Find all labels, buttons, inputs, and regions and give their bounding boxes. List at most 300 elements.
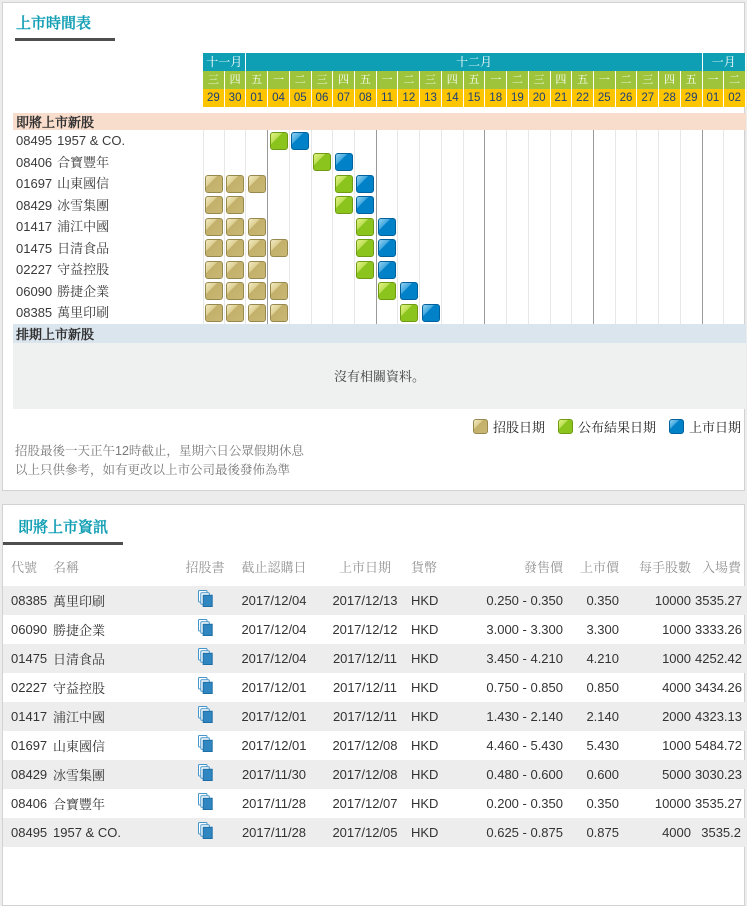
cell-currency: HKD: [411, 650, 439, 666]
cell-lot-size: 4000: [662, 679, 691, 695]
gantt-cell: [681, 281, 703, 303]
gantt-cell: [681, 152, 703, 174]
listing-date-block: [400, 282, 418, 300]
weekday-cell: 二: [507, 71, 529, 89]
cell-code: 01417: [11, 708, 48, 724]
section-scheduled-band: [13, 324, 746, 343]
subscription-date-block: [226, 239, 244, 257]
gantt-cell: [507, 195, 529, 217]
cell-currency: HKD: [411, 737, 439, 753]
gantt-cell: [464, 195, 486, 217]
gantt-cell: [551, 238, 573, 260]
gantt-cell: [420, 216, 442, 238]
gantt-cell: [203, 259, 225, 281]
weekday-cell: 五: [681, 71, 703, 89]
subscription-date-block: [248, 282, 266, 300]
gantt-row: [13, 216, 746, 238]
subscription-date-block: [226, 282, 244, 300]
weekday-cell: 二: [724, 71, 746, 89]
gantt-cell: [551, 302, 573, 324]
gantt-cell: [724, 173, 746, 195]
weekday-cell: 四: [333, 71, 355, 89]
cell-currency: HKD: [411, 708, 439, 724]
prospectus-icon[interactable]: [197, 677, 213, 695]
gantt-cell: [703, 195, 725, 217]
date-cell: 07: [333, 89, 355, 107]
gantt-cell: [442, 195, 464, 217]
subscription-date-block: [205, 175, 223, 193]
cell-name: 浦江中國: [53, 709, 106, 725]
gantt-rows: [13, 130, 746, 324]
gantt-cell: [312, 195, 334, 217]
gantt-cell: [616, 195, 638, 217]
month-header-row: [13, 53, 746, 71]
gantt-cell: [290, 173, 312, 195]
stock-name: 日清食品: [57, 240, 110, 256]
cell-entry-fee: 3030.23: [695, 766, 742, 782]
gantt-cell: [616, 130, 638, 152]
cell-name: 1957 & CO.: [53, 824, 121, 840]
prospectus-icon[interactable]: [197, 822, 213, 840]
gantt-cell: [333, 281, 355, 303]
gantt-cell: [464, 238, 486, 260]
gantt-cell: [333, 302, 355, 324]
gantt-cell: [420, 281, 442, 303]
cell-subscription-deadline: 2017/11/30: [241, 766, 307, 782]
cell-offer-price: 0.625 - 0.875: [486, 824, 563, 840]
stock-code: 01417: [16, 219, 53, 234]
gantt-cell: [572, 302, 594, 324]
date-header-row: [13, 89, 746, 107]
disclaimer-notes: [15, 442, 744, 480]
stock-label: [13, 259, 203, 281]
listing-swatch: [669, 419, 684, 434]
listing-date-block: [291, 132, 309, 150]
note-line-2: 以上只供參考，如有更改以上市公司最後發佈為準: [15, 462, 291, 477]
gantt-cell: [377, 238, 399, 260]
date-cell: 30: [225, 89, 247, 107]
date-cell: 18: [485, 89, 507, 107]
prospectus-icon[interactable]: [197, 706, 213, 724]
subscription-date-block: [270, 304, 288, 322]
cell-code: 08385: [11, 592, 48, 608]
cell-entry-fee: 4252.42: [695, 650, 742, 666]
gantt-cell: [681, 173, 703, 195]
gantt-row: [13, 259, 746, 281]
gantt-cell: [398, 152, 420, 174]
gantt-cell: [225, 259, 247, 281]
legend-label: 公布結果日期: [577, 419, 656, 435]
gantt-cell: [203, 130, 225, 152]
subscription-date-block: [205, 261, 223, 279]
gantt-cell: [616, 173, 638, 195]
gantt-cell: [398, 238, 420, 260]
date-cell: 05: [290, 89, 312, 107]
cell-lot-size: 2000: [662, 708, 691, 724]
gantt-cell: [268, 130, 290, 152]
gantt-cell: [398, 302, 420, 324]
gantt-cell: [464, 302, 486, 324]
gantt-cell: [333, 238, 355, 260]
gantt-cell: [333, 173, 355, 195]
weekday-cell: 四: [551, 71, 573, 89]
gantt-cell: [333, 152, 355, 174]
cell-name: 山東國信: [53, 738, 106, 754]
gantt-cell: [551, 130, 573, 152]
gantt-cell: [355, 238, 377, 260]
gantt-cell: [703, 152, 725, 174]
gantt-cell: [442, 173, 464, 195]
subscription-date-block: [226, 304, 244, 322]
gantt-row: [13, 281, 746, 303]
gantt-cell: [355, 152, 377, 174]
result-date-block: [313, 153, 331, 171]
prospectus-icon[interactable]: [197, 735, 213, 753]
gantt-cell: [312, 152, 334, 174]
cell-name: 勝捷企業: [53, 622, 106, 638]
gantt-cell: [594, 302, 616, 324]
gantt-cell: [246, 259, 268, 281]
gantt-cell: [681, 238, 703, 260]
gantt-cell: [659, 130, 681, 152]
gantt-cell: [485, 173, 507, 195]
table-row: [3, 731, 747, 760]
prospectus-icon[interactable]: [197, 590, 213, 608]
date-cell: 22: [572, 89, 594, 107]
stock-name: 勝捷企業: [57, 283, 110, 299]
gantt-cell: [529, 259, 551, 281]
subscription-date-block: [226, 218, 244, 236]
subscription-swatch: [473, 419, 488, 434]
gantt-cell: [225, 195, 247, 217]
stock-label: [13, 216, 203, 238]
stock-code: 01475: [16, 240, 53, 256]
cell-currency: HKD: [411, 824, 439, 840]
gantt-cell: [659, 302, 681, 324]
cell-name: 萬里印刷: [53, 593, 106, 609]
cell-entry-fee: 3535.27: [695, 592, 742, 608]
no-data-text: 沒有相關資料。: [333, 369, 425, 384]
gantt-cell: [312, 238, 334, 260]
gantt-cell: [724, 302, 746, 324]
weekday-cell: 三: [203, 71, 225, 89]
cell-lot-size: 1000: [662, 737, 691, 753]
gantt-cell: [225, 216, 247, 238]
date-cell: 08: [355, 89, 377, 107]
prospectus-icon[interactable]: [197, 648, 213, 666]
gantt-cell: [420, 259, 442, 281]
gantt-cell: [377, 152, 399, 174]
gantt-cell: [290, 259, 312, 281]
gantt-cell: [507, 259, 529, 281]
gantt-cell: [659, 195, 681, 217]
gantt-cell: [594, 281, 616, 303]
section-upcoming-band: [13, 113, 746, 130]
subscription-date-block: [270, 282, 288, 300]
cell-currency: HKD: [411, 766, 439, 782]
gantt-cell: [312, 281, 334, 303]
subscription-date-block: [205, 239, 223, 257]
gantt-cell: [594, 152, 616, 174]
gantt-cell: [529, 152, 551, 174]
gantt-cell: [333, 195, 355, 217]
table-row: [3, 702, 747, 731]
cell-currency: HKD: [411, 679, 439, 695]
table-row: [3, 760, 747, 789]
date-cell: 06: [312, 89, 334, 107]
gantt-cell: [681, 195, 703, 217]
cell-code: 08406: [11, 795, 48, 811]
gantt-cell: [268, 281, 290, 303]
gantt-cell: [246, 173, 268, 195]
gantt-cell: [203, 152, 225, 174]
weekday-cell: 二: [616, 71, 638, 89]
cell-lot-size: 10000: [654, 795, 691, 811]
gantt-cell: [551, 281, 573, 303]
gantt-cell: [246, 302, 268, 324]
stock-code: 08385: [16, 305, 53, 320]
weekday-cell: 五: [464, 71, 486, 89]
gantt-cell: [724, 195, 746, 217]
gantt-cell: [225, 302, 247, 324]
date-cell: 12: [398, 89, 420, 107]
prospectus-icon[interactable]: [197, 793, 213, 811]
date-cell: 02: [724, 89, 746, 107]
gantt-row: [13, 130, 746, 152]
date-cell: 21: [551, 89, 573, 107]
cell-subscription-deadline: 2017/12/04: [241, 592, 307, 608]
cell-subscription-deadline: 2017/12/01: [241, 679, 307, 695]
cell-listing-date: 2017/12/11: [332, 708, 398, 724]
gantt-cell: [659, 259, 681, 281]
subscription-date-block: [270, 239, 288, 257]
month-cell: 十二月: [246, 53, 702, 71]
table-row: [3, 673, 747, 702]
gantt-cell: [377, 195, 399, 217]
gantt-cell: [246, 195, 268, 217]
gantt-cell: [268, 173, 290, 195]
stock-name: 1957 & CO.: [57, 133, 126, 148]
no-data-box: [13, 343, 746, 409]
gantt-cell: [355, 173, 377, 195]
subscription-date-block: [248, 261, 266, 279]
gantt-cell: [637, 130, 659, 152]
gantt-cell: [225, 238, 247, 260]
gantt-cell: [594, 195, 616, 217]
prospectus-icon[interactable]: [197, 764, 213, 782]
gantt-cell: [703, 173, 725, 195]
listing-timetable-panel: [2, 2, 745, 491]
table-row: [3, 818, 747, 847]
gantt-cell: [246, 238, 268, 260]
cell-prospectus: [183, 615, 227, 644]
gantt-cell: [377, 173, 399, 195]
gantt-cell: [290, 238, 312, 260]
cell-subscription-deadline: 2017/12/01: [241, 737, 307, 753]
gantt-cell: [203, 216, 225, 238]
gantt-cell: [681, 130, 703, 152]
date-cell: 27: [637, 89, 659, 107]
gantt-cell: [464, 259, 486, 281]
gantt-cell: [572, 152, 594, 174]
cell-name: 合寶豐年: [53, 796, 106, 812]
stock-label: [13, 281, 203, 303]
cell-listing-price: 0.850: [586, 679, 619, 695]
note-line-1: 招股最後一天正午12時截止，星期六日公眾假期休息: [15, 443, 304, 458]
cell-lot-size: 1000: [662, 650, 691, 666]
gantt-cell: [659, 238, 681, 260]
legend-item-subscription: [473, 417, 545, 436]
column-header-7: 發售價: [523, 559, 563, 575]
gantt-cell: [724, 281, 746, 303]
subscription-date-block: [205, 196, 223, 214]
gantt-cell: [420, 130, 442, 152]
weekday-header-row: [13, 71, 746, 89]
gantt-row: [13, 238, 746, 260]
gantt-cell: [485, 152, 507, 174]
stock-label: [13, 173, 203, 195]
gantt-cell: [659, 216, 681, 238]
gantt-cell: [203, 173, 225, 195]
weekday-cell: 一: [594, 71, 616, 89]
gantt-cell: [703, 216, 725, 238]
gantt-cell: [572, 130, 594, 152]
gantt-cell: [485, 302, 507, 324]
cell-listing-date: 2017/12/05: [332, 824, 398, 840]
prospectus-icon[interactable]: [197, 619, 213, 637]
date-cell: 14: [442, 89, 464, 107]
stock-label: [13, 152, 203, 174]
stock-code: 01697: [16, 176, 53, 191]
gantt-cell: [377, 130, 399, 152]
gantt-cell: [225, 152, 247, 174]
cell-offer-price: 0.480 - 0.600: [486, 766, 563, 782]
table-row: [3, 586, 747, 615]
gantt-cell: [485, 238, 507, 260]
gantt-cell: [637, 281, 659, 303]
gantt-cell: [246, 130, 268, 152]
cell-entry-fee: 3333.26: [695, 621, 742, 637]
cell-prospectus: [183, 644, 227, 673]
gantt-cell: [659, 152, 681, 174]
gantt-cell: [659, 173, 681, 195]
subscription-date-block: [226, 261, 244, 279]
stock-code: 02227: [16, 262, 53, 277]
gantt-row: [13, 152, 746, 174]
result-swatch: [558, 419, 573, 434]
stock-label: [13, 130, 203, 152]
cell-subscription-deadline: 2017/12/01: [241, 708, 307, 724]
cell-listing-price: 4.210: [586, 650, 619, 666]
gantt-cell: [572, 216, 594, 238]
date-cell: 15: [464, 89, 486, 107]
gantt-cell: [268, 152, 290, 174]
gantt-cell: [616, 281, 638, 303]
column-header-10: 入場費: [701, 559, 741, 575]
cell-currency: HKD: [411, 592, 439, 608]
gantt-row: [13, 195, 746, 217]
gantt-cell: [551, 173, 573, 195]
stock-name: 守益控股: [57, 262, 110, 277]
gantt-cell: [355, 195, 377, 217]
result-date-block: [335, 175, 353, 193]
weekday-cell: 一: [268, 71, 290, 89]
date-cell: 26: [616, 89, 638, 107]
gantt-cell: [572, 281, 594, 303]
cell-entry-fee: 3434.26: [695, 679, 742, 695]
gantt-cell: [246, 216, 268, 238]
cell-lot-size: 10000: [654, 592, 691, 608]
gantt-cell: [312, 259, 334, 281]
date-cell: 01: [703, 89, 725, 107]
gantt-cell: [616, 302, 638, 324]
gantt-cell: [312, 130, 334, 152]
gantt-cell: [268, 302, 290, 324]
gantt-cell: [268, 259, 290, 281]
gantt-cell: [203, 281, 225, 303]
subscription-date-block: [226, 175, 244, 193]
cell-prospectus: [183, 586, 227, 615]
gantt-cell: [724, 152, 746, 174]
legend-item-result: [558, 417, 656, 436]
cell-listing-date: 2017/12/11: [332, 679, 398, 695]
listing-date-block: [356, 196, 374, 214]
date-cell: 04: [268, 89, 290, 107]
date-cell: 19: [507, 89, 529, 107]
cell-offer-price: 4.460 - 5.430: [486, 737, 563, 753]
gantt-cell: [420, 173, 442, 195]
gantt-cell: [290, 216, 312, 238]
stock-code: 08406: [16, 154, 53, 170]
weekday-cell: 一: [703, 71, 725, 89]
column-header-8: 上市價: [579, 559, 619, 575]
gantt-cell: [529, 238, 551, 260]
subscription-date-block: [226, 196, 244, 214]
cell-name: 冰雪集團: [53, 767, 106, 783]
gantt-cell: [724, 259, 746, 281]
gantt-cell: [637, 302, 659, 324]
weekday-cell: 一: [377, 71, 399, 89]
cell-offer-price: 1.430 - 2.140: [486, 708, 563, 724]
gantt-cell: [507, 302, 529, 324]
gantt-cell: [246, 281, 268, 303]
date-cell: 29: [681, 89, 703, 107]
gantt-cell: [572, 259, 594, 281]
listing-date-block: [335, 153, 353, 171]
stock-code: 08429: [16, 197, 53, 213]
gantt-cell: [312, 173, 334, 195]
result-date-block: [400, 304, 418, 322]
gantt-cell: [464, 281, 486, 303]
cell-name: 日清食品: [53, 651, 106, 667]
cell-lot-size: 5000: [662, 766, 691, 782]
weekday-cell: 四: [225, 71, 247, 89]
date-cell: 13: [420, 89, 442, 107]
column-header-5: 上市日期: [338, 559, 391, 575]
listing-date-block: [422, 304, 440, 322]
gantt-cell: [703, 130, 725, 152]
weekday-cell: 三: [637, 71, 659, 89]
gantt-cell: [594, 238, 616, 260]
subscription-date-block: [248, 239, 266, 257]
cell-listing-date: 2017/12/08: [332, 766, 398, 782]
cell-code: 08495: [11, 824, 48, 840]
cell-prospectus: [183, 789, 227, 818]
gantt-cell: [637, 259, 659, 281]
gantt-cell: [485, 259, 507, 281]
cell-name: 守益控股: [53, 680, 106, 696]
listing-date-block: [378, 239, 396, 257]
